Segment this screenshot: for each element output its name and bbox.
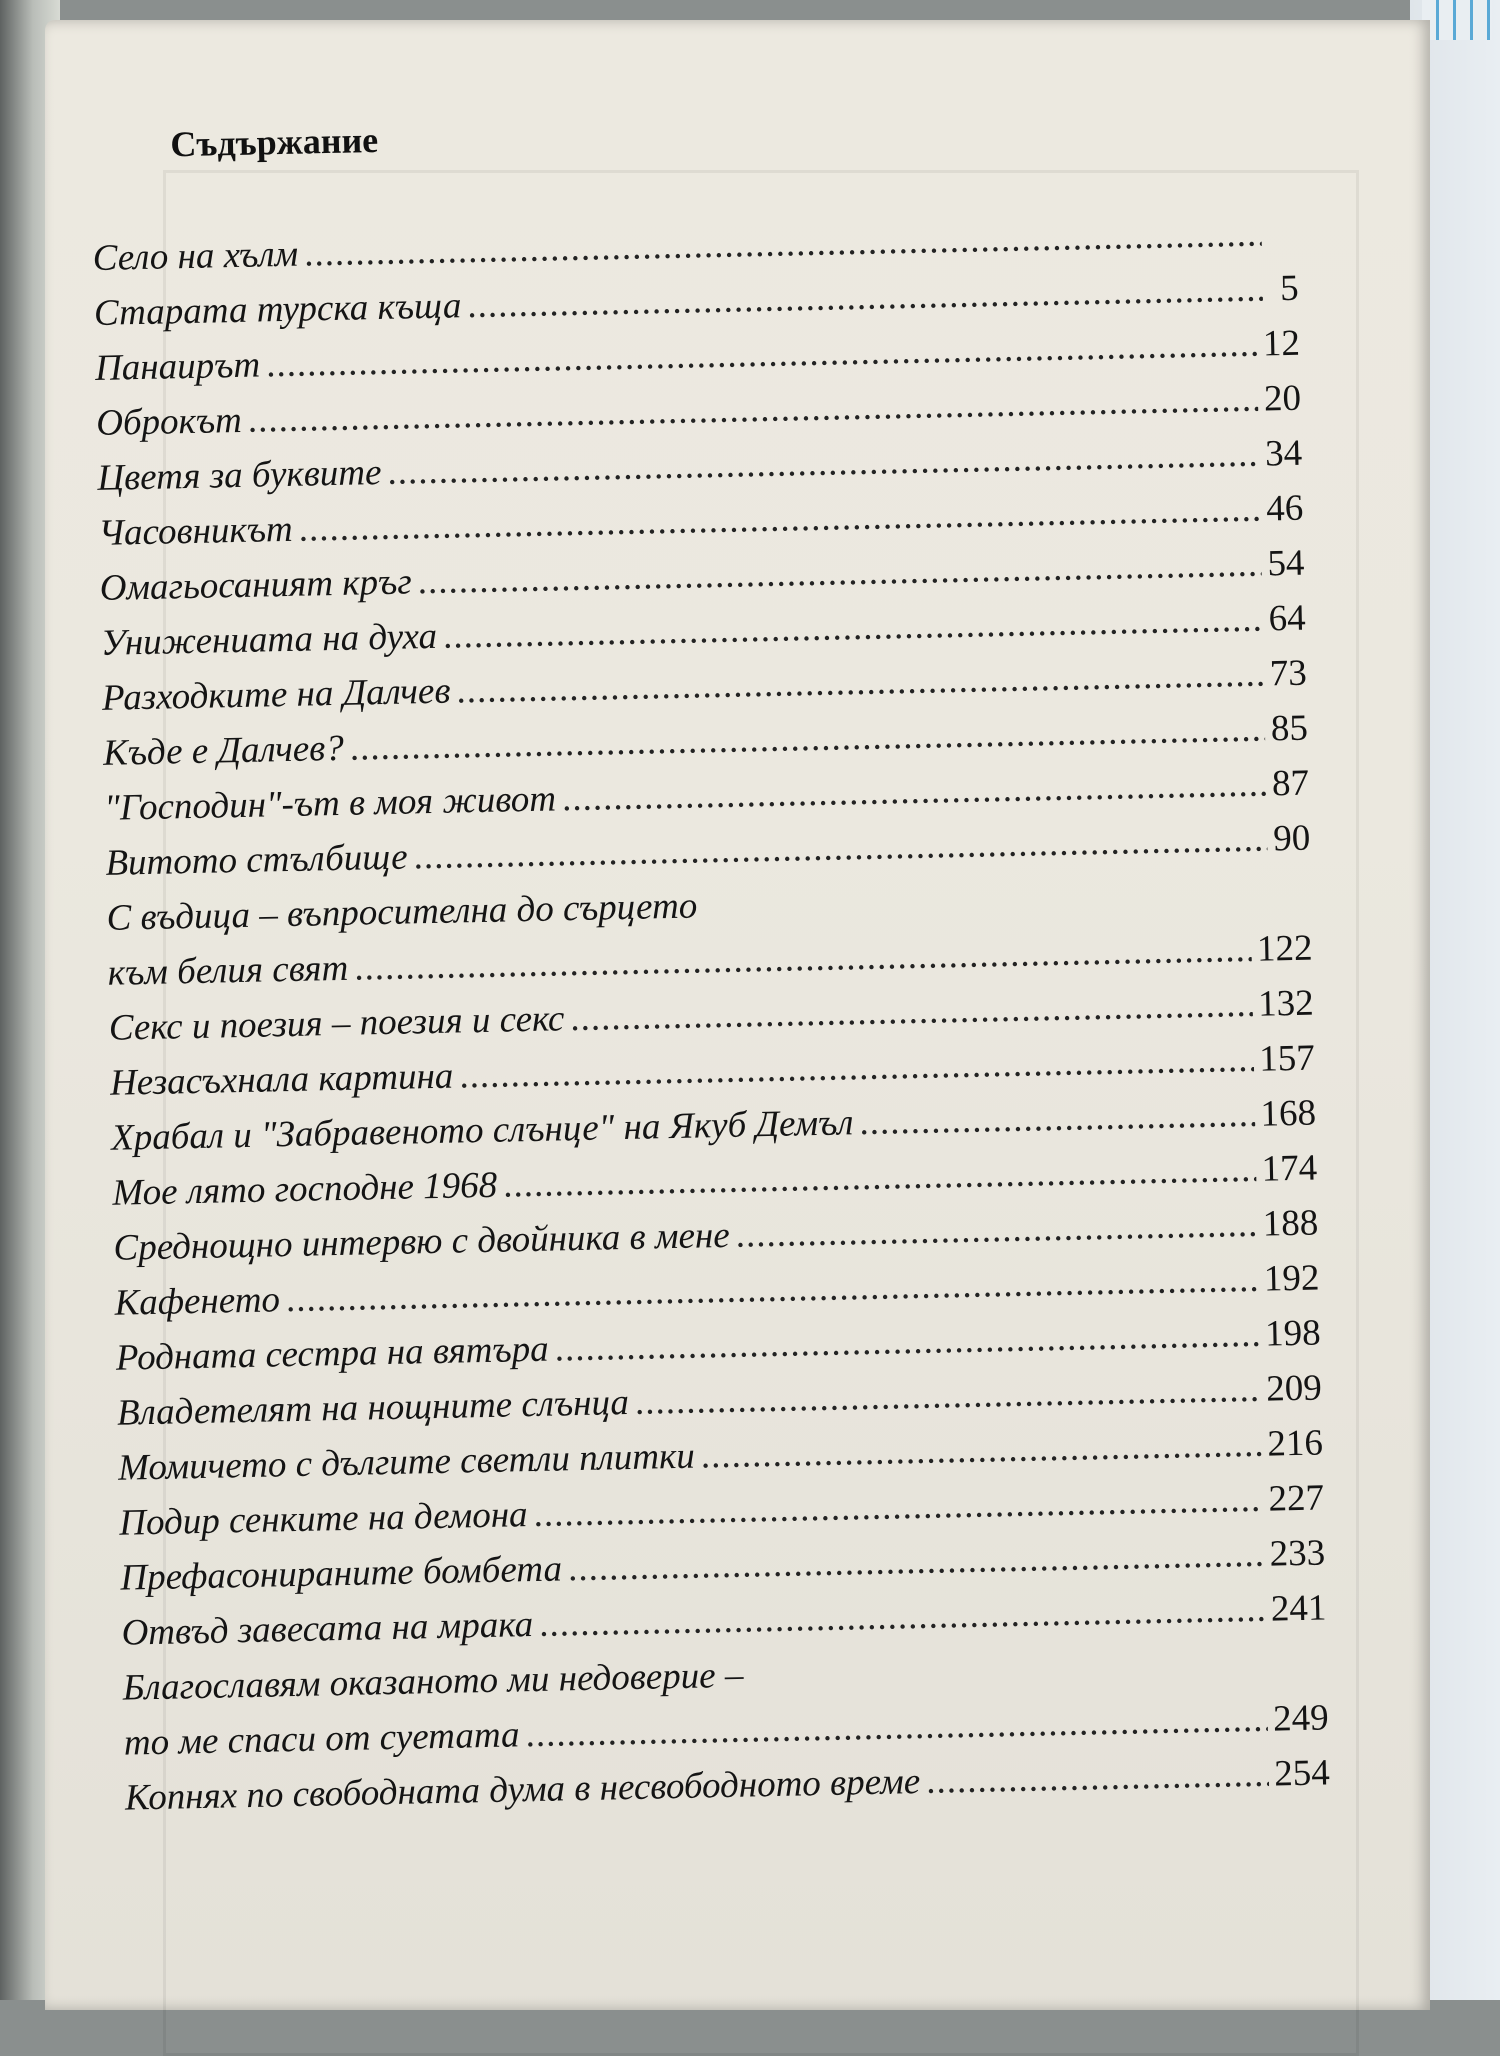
toc-entry-page: 54 <box>1267 542 1305 585</box>
toc-entry-page: 209 <box>1265 1367 1323 1410</box>
toc-entry-page: 12 <box>1262 322 1301 365</box>
toc-entry-page: 34 <box>1264 432 1303 475</box>
toc-entry-title: Храбал и "Забравеното слънце" на Якуб Демъл <box>110 1102 854 1159</box>
toc-entry-title: Мое лято господне 1968 <box>111 1164 498 1214</box>
toc-entry-title: Цветя за буквите <box>96 451 382 499</box>
toc-entry-title: Подир сенките на демона <box>118 1494 528 1544</box>
toc-entry-page: 174 <box>1261 1147 1318 1190</box>
toc-entry-title: "Господин"-ът в моя живот <box>103 778 557 829</box>
toc-entry-page: 192 <box>1263 1257 1320 1300</box>
toc-entry-page: 216 <box>1266 1422 1324 1465</box>
toc-entry-page: 188 <box>1262 1202 1319 1245</box>
toc-entry-page: 87 <box>1271 762 1310 805</box>
toc-content <box>90 100 1330 1826</box>
toc-entry-title: Витото стълбище <box>105 836 408 884</box>
toc-entry-page: 249 <box>1272 1697 1330 1740</box>
toc-entry-title: Отвъд завесата на мрака <box>121 1604 534 1654</box>
toc-entry-page: 254 <box>1273 1752 1331 1795</box>
toc-entry-title: Префасонираните бомбета <box>120 1548 563 1599</box>
toc-entry-title: Часовникът <box>98 508 294 554</box>
toc-list <box>92 206 1330 1826</box>
toc-entry-title: Село на хълм <box>92 233 299 279</box>
toc-entry-title: към белия свят <box>107 947 349 994</box>
toc-entry-title: Старата турска къща <box>93 285 462 334</box>
toc-entry-page: 157 <box>1258 1037 1316 1080</box>
toc-leader-dots <box>859 1087 1255 1150</box>
toc-entry-title: Родната сестра на вятъра <box>115 1328 550 1379</box>
toc-entry-page: 20 <box>1263 377 1302 420</box>
toc-entry-page: 90 <box>1272 817 1311 860</box>
toc-entry-title: Среднощно интервю с двойника в мене <box>113 1214 731 1269</box>
toc-entry-title: Панаирът <box>94 344 261 389</box>
toc-entry-title: Кафенето <box>114 1279 281 1324</box>
toc-entry-title: Момичето с дългите светли плитки <box>117 1435 696 1489</box>
toc-entry-page: 198 <box>1264 1312 1321 1355</box>
toc-entry-page: 233 <box>1269 1532 1326 1575</box>
toc-entry-page <box>1268 245 1298 246</box>
toc-entry-title: Владетелят на нощните слънца <box>116 1381 630 1434</box>
toc-entry-title: Оброкът <box>95 399 243 444</box>
toc-entry-title: Къде е Далчев? <box>102 727 345 774</box>
toc-entry-page: 168 <box>1260 1092 1317 1135</box>
toc-entry-title: Омагьосаният кръг <box>99 561 413 609</box>
toc-entry-title: Секс и поезия – поезия и секс <box>108 998 565 1049</box>
toc-entry-page: 122 <box>1256 927 1313 970</box>
toc-entry-title: Разходките на Далчев <box>101 670 451 719</box>
toc-entry-title: Благославям оказаното ми недоверие – <box>122 1654 744 1709</box>
toc-entry-title: Копнях по свободната дума в несвободното време <box>124 1760 921 1819</box>
toc-entry-page: 132 <box>1257 982 1315 1025</box>
toc-entry-page: 73 <box>1269 652 1308 695</box>
toc-entry-page: 227 <box>1268 1477 1325 1520</box>
toc-entry-title: то ме спаси от суетата <box>123 1714 520 1764</box>
toc-entry-page: 85 <box>1270 707 1309 750</box>
toc-leader-dots <box>926 1747 1269 1809</box>
toc-heading: Съдържание <box>170 119 379 165</box>
toc-entry-page: 5 <box>1279 267 1300 310</box>
toc-entry-page: 46 <box>1265 487 1304 530</box>
toc-entry-page: 241 <box>1270 1587 1327 1630</box>
toc-entry-title: Унижениата на духа <box>100 615 438 664</box>
toc-entry-title: С въдица – въпросителна до сърцето <box>106 885 698 939</box>
toc-entry-page: 64 <box>1268 597 1307 640</box>
toc-entry-title: Незасъхнала картина <box>109 1055 454 1104</box>
